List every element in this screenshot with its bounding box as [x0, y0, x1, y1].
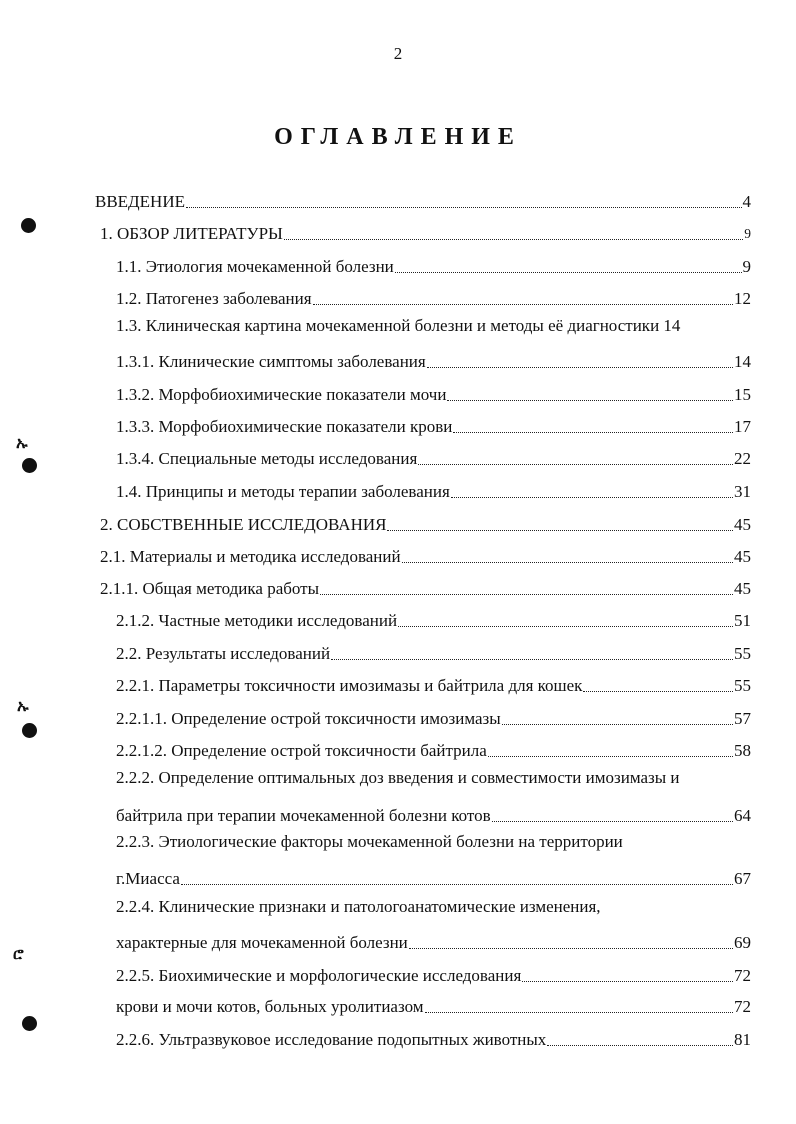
toc-entry-1-2[interactable] [116, 277, 751, 309]
toc-entry-page: 64 [734, 806, 751, 825]
toc-entry-title: 1.3.1. Клинические симптомы заболевания [116, 352, 426, 371]
toc-entry-title: 1.2. Патогенез заболевания [116, 289, 312, 308]
binder-hole-mark [22, 723, 37, 738]
toc-leader-dots [492, 821, 733, 822]
toc-entry-title: 2.2.1.2. Определение острой токсичности байтрила [116, 741, 487, 760]
toc-leader-dots [402, 562, 733, 563]
toc-entry-title: 2.2.5. Биохимические и морфологические исследования [116, 966, 522, 985]
toc-leader-dots [387, 530, 733, 531]
toc-leader-dots [488, 756, 733, 757]
toc-entry-1-3-2[interactable] [116, 373, 751, 405]
toc-entry-2-1-1[interactable] [100, 567, 751, 599]
toc-leader-dots [425, 1012, 733, 1013]
toc-title: ОГЛАВЛЕНИЕ [274, 124, 522, 150]
toc-entry-1-3-3[interactable] [116, 405, 751, 437]
toc-entry-page: 45 [734, 515, 751, 534]
toc-leader-dots [547, 1045, 733, 1046]
toc-entry-2-2-5-line1[interactable] [116, 954, 751, 986]
toc-entry-1-3-1[interactable] [116, 340, 751, 372]
toc-leader-dots [522, 981, 733, 982]
toc-entry-2-1-2[interactable] [116, 599, 751, 631]
toc-leader-dots [186, 207, 742, 208]
toc-entry-title: крови и мочи котов, больных уролитиазом [116, 997, 424, 1016]
toc-leader-dots [427, 367, 733, 368]
toc-entry-title: г.Миасса [116, 869, 180, 888]
toc-entry-1[interactable] [100, 212, 751, 244]
toc-leader-dots [453, 432, 733, 433]
toc-entry-page: 55 [734, 676, 751, 695]
toc-entry-title: 2.2.1.1. Определение острой токсичности имозимазы [116, 709, 501, 728]
page-number: 2 [393, 44, 403, 63]
toc-entry-2-2-3-line2[interactable] [116, 857, 751, 889]
toc-entry-page: 57 [734, 709, 751, 728]
toc-entry-page: 4 [742, 192, 751, 211]
toc-entry-page: 14 [663, 316, 681, 335]
scan-artifact-glyph: ኡ [17, 696, 29, 715]
toc-entry-page: 22 [734, 449, 751, 468]
toc-entry-2-2-5-line2[interactable] [116, 985, 751, 1017]
toc-leader-dots [181, 884, 733, 885]
toc-entry-title: 1.3. Клиническая картина мочекаменной болезни и методы её диагностики [116, 316, 660, 335]
toc-leader-dots [398, 626, 733, 627]
toc-entry-page: 45 [734, 547, 751, 566]
toc-entry-page: 17 [734, 417, 751, 436]
toc-entry-2-2[interactable] [116, 632, 751, 664]
toc-leader-dots [447, 400, 733, 401]
toc-leader-dots [331, 659, 733, 660]
toc-entry-title: 1. ОБЗОР ЛИТЕРАТУРЫ [100, 224, 283, 243]
toc-entry-title: 2.1.1. Общая методика работы [100, 579, 320, 598]
toc-entry-2-2-1-2[interactable] [116, 729, 751, 761]
toc-entry-introduction[interactable] [95, 180, 751, 212]
toc-leader-dots [320, 594, 733, 595]
toc-entry-title: 2.2. Результаты исследований [116, 644, 331, 663]
toc-entry-2[interactable] [100, 503, 751, 535]
toc-entry-2-2-2-line2[interactable] [116, 794, 751, 826]
toc-leader-dots [583, 691, 733, 692]
toc-entry-title: ВВЕДЕНИЕ [95, 192, 185, 211]
toc-entry-1-4[interactable] [116, 470, 751, 502]
toc-entry-page: 67 [734, 869, 751, 888]
toc-entry-title: характерные для мочекаменной болезни [116, 933, 408, 952]
toc-entry-title: 1.3.3. Морфобиохимические показатели крови [116, 417, 453, 436]
binder-hole-mark [22, 1016, 37, 1031]
toc-entry-page: 72 [734, 997, 751, 1016]
toc-entry-title: 1.3.4. Специальные методы исследования [116, 449, 418, 468]
toc-entry-page: 69 [734, 933, 751, 952]
toc-leader-dots [418, 464, 733, 465]
toc-entry-2-2-6[interactable] [116, 1018, 751, 1050]
toc-entry-title: 2.2.1. Параметры токсичности имозимазы и байтрила для кошек [116, 676, 583, 695]
binder-hole-mark [22, 458, 37, 473]
toc-entry-title: 2.2.4. Клинические признаки и патологоанатомические изменения, [116, 897, 601, 916]
toc-leader-dots [451, 497, 733, 498]
toc-entry-2-2-4-line2[interactable] [116, 921, 751, 953]
toc-entry-page: 55 [734, 644, 751, 663]
toc-entry-page: 9 [744, 226, 751, 241]
toc-entry-1-1[interactable] [116, 245, 751, 277]
toc-entry-page: 9 [742, 257, 751, 276]
toc-entry-title: байтрила при терапии мочекаменной болезни котов [116, 806, 491, 825]
toc-entry-title: 2.1. Материалы и методика исследований [100, 547, 401, 566]
toc-entry-page: 14 [734, 352, 751, 371]
toc-entry-title: 2. СОБСТВЕННЫЕ ИССЛЕДОВАНИЯ [100, 515, 387, 534]
toc-entry-page: 72 [734, 966, 751, 985]
toc-entry-title: 2.1.2. Частные методики исследований [116, 611, 398, 630]
toc-entry-title: 2.2.2. Определение оптимальных доз введения и совместимости имозимазы и [116, 768, 680, 787]
toc-entry-2-1[interactable] [100, 535, 751, 567]
toc-entry-title: 1.4. Принципы и методы терапии заболевания [116, 482, 450, 501]
toc-entry-page: 58 [734, 741, 751, 760]
toc-leader-dots [502, 724, 733, 725]
toc-entry-2-2-1[interactable] [116, 664, 751, 696]
toc-entry-title: 2.2.3. Этиологические факторы мочекаменной болезни на территории [116, 832, 623, 851]
scan-artifact-glyph: ሮ [13, 944, 24, 963]
toc-entry-1-3-4[interactable] [116, 437, 751, 469]
toc-entry-2-2-1-1[interactable] [116, 697, 751, 729]
toc-entry-page: 45 [734, 579, 751, 598]
toc-leader-dots [313, 304, 733, 305]
toc-entry-page: 12 [734, 289, 751, 308]
toc-entry-page: 31 [734, 482, 751, 501]
toc-leader-dots [395, 272, 742, 273]
scan-artifact-glyph: ኡ [16, 433, 28, 452]
toc-entry-page: 81 [734, 1030, 751, 1049]
toc-entry-page: 15 [734, 385, 751, 404]
toc-entry-title: 2.2.6. Ультразвуковое исследование подопытных животных [116, 1030, 547, 1049]
toc-leader-dots [284, 239, 743, 240]
toc-entry-page: 51 [734, 611, 751, 630]
toc-leader-dots [409, 948, 733, 949]
binder-hole-mark [21, 218, 36, 233]
toc-entry-title: 1.1. Этиология мочекаменной болезни [116, 257, 394, 276]
toc-entry-title: 1.3.2. Морфобиохимические показатели мочи [116, 385, 447, 404]
